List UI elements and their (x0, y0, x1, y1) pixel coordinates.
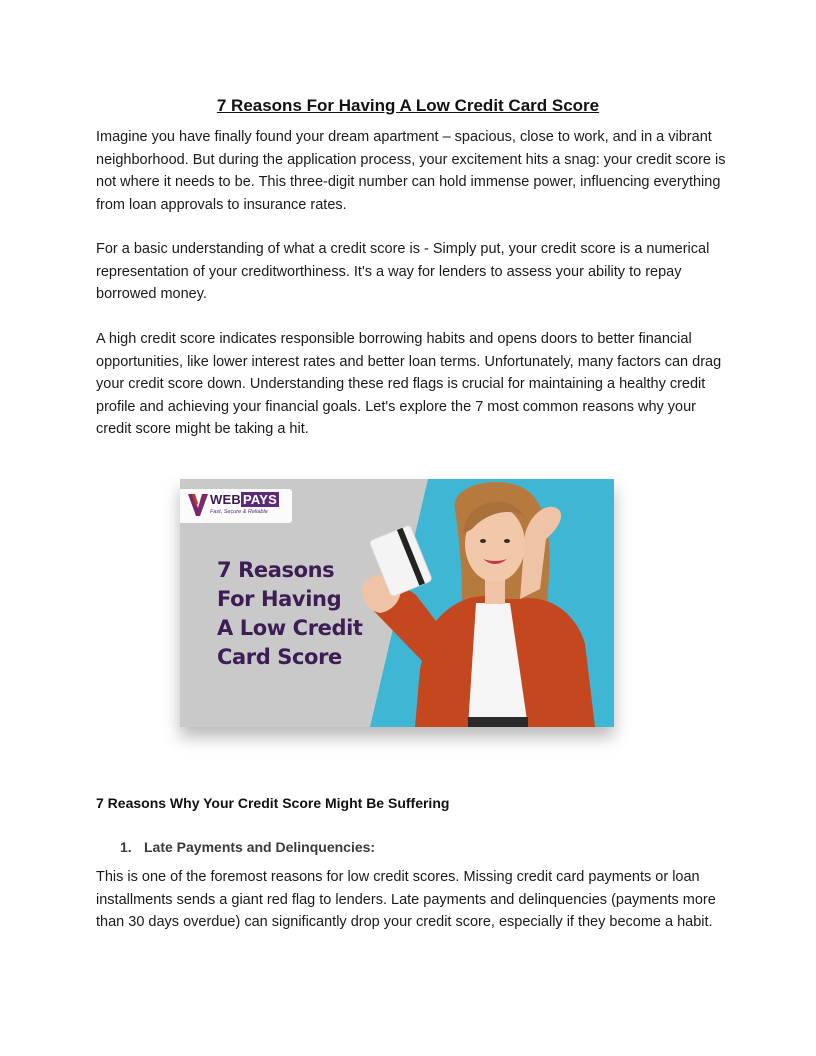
explanation-paragraph: A high credit score indicates responsible borrowing habits and opens doors to better financial opportunities, like lower interest rates and better loan terms. Unfortunately, many factors can drag your credit score down. Understanding these red flags is crucial for maintaining a healthy credit profile and achieving your financial goals. Let's explore the 7 most common reasons why your credit score might be taking a hit. (96, 331, 722, 437)
banner-headline-line: 7 Reasons (217, 558, 335, 582)
banner-headline (217, 556, 417, 672)
banner-headline-line: For Having (217, 587, 342, 611)
banner-image (180, 479, 614, 727)
list-item-body: This is one of the foremost reasons for low credit scores. Missing credit card payments or loan installments sends a giant red flag to lenders. Late payments and delinquencies (payments more than 30 days overdue) can significantly drop your credit score, especially if they become a habit. (96, 869, 716, 930)
logo-web-text: WEB (210, 492, 241, 507)
logo-pays-text: PAYS (242, 492, 277, 507)
logo-wordmark (210, 492, 279, 507)
banner-headline-line: A Low Credit (217, 616, 363, 640)
logo-tagline: Fast, Secure & Reliable (210, 509, 268, 515)
section-heading: 7 Reasons Why Your Credit Score Might Be Suffering (96, 795, 450, 811)
banner-headline-line: Card Score (217, 645, 342, 669)
definition-paragraph: For a basic understanding of what a credit score is - Simply put, your credit score is a numerical representation of your creditworthiness. It's a way for lenders to assess your ability to repay borrowed money. (96, 241, 710, 302)
list-item-title: Late Payments and Delinquencies: (144, 839, 376, 855)
webpays-logo-icon (188, 494, 208, 516)
list-item-heading (120, 839, 375, 855)
intro-paragraph: Imagine you have finally found your dream apartment – spacious, close to work, and in a vibrant neighborhood. But during the application process, your excitement hits a snag: your credit score is not where it needs to be. This three-digit number can hold immense power, influencing everything from loan approvals to insurance rates. (96, 129, 726, 213)
list-item-number: 1. (120, 839, 132, 855)
document-title: 7 Reasons For Having A Low Credit Card Score (216, 96, 600, 115)
webpays-logo (180, 489, 292, 523)
